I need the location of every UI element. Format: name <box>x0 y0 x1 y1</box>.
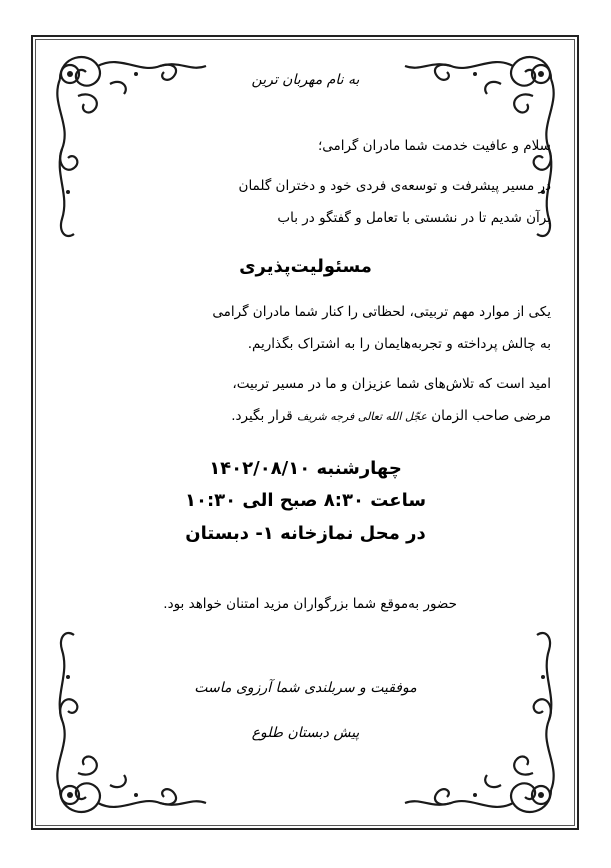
event-time: ساعت ۸:۳۰ صبح الی ۱۰:۳۰ <box>184 490 427 511</box>
letter-content <box>60 60 551 810</box>
signature: پیش دبستان طلوع <box>251 725 360 741</box>
attendance-note: حضور به‌موقع شما بزرگواران مزید امتنان خواهد بود. <box>163 596 457 612</box>
greeting-text: سلام و عافیت خدمت شما مادران گرامی؛ <box>317 138 551 154</box>
event-location: در محل نمازخانه ۱- دبستان <box>185 523 426 544</box>
paragraph3-line-1: امید است که تلاش‌های شما عزیزان و ما در مسیر تربیت، <box>232 376 551 392</box>
blessing-text: عجّل الله تعالی فرجه شریف <box>297 410 427 423</box>
paragraph2-line-1: یکی از موارد مهم تربیتی، لحظاتی را کنار شما مادران گرامی <box>212 304 551 320</box>
intro-line-2: برآن شدیم تا در نشستی با تعامل و گفتگو در باب <box>277 210 551 226</box>
paragraph3-end: قرار بگیرد. <box>231 408 293 424</box>
event-date: چهارشنبه ۱۴۰۲/۰۸/۱۰ <box>209 458 402 479</box>
topic-heading: مسئولیت‌پذیری <box>239 256 372 277</box>
paragraph3-line-2 <box>60 408 551 424</box>
basmala-heading: به نام مهربان ترین <box>251 72 360 88</box>
paragraph2-line-2: به چالش پرداخته و تجربه‌هایمان را به اشتراک بگذاریم. <box>247 336 551 352</box>
intro-line-1: در مسیر پیشرفت و توسعه‌ی فردی خود و دختران گلمان <box>238 178 551 194</box>
paragraph3-start: مرضی صاحب الزمان <box>431 408 551 424</box>
closing-wish: موفقیت و سربلندی شما آرزوی ماست <box>194 680 417 696</box>
